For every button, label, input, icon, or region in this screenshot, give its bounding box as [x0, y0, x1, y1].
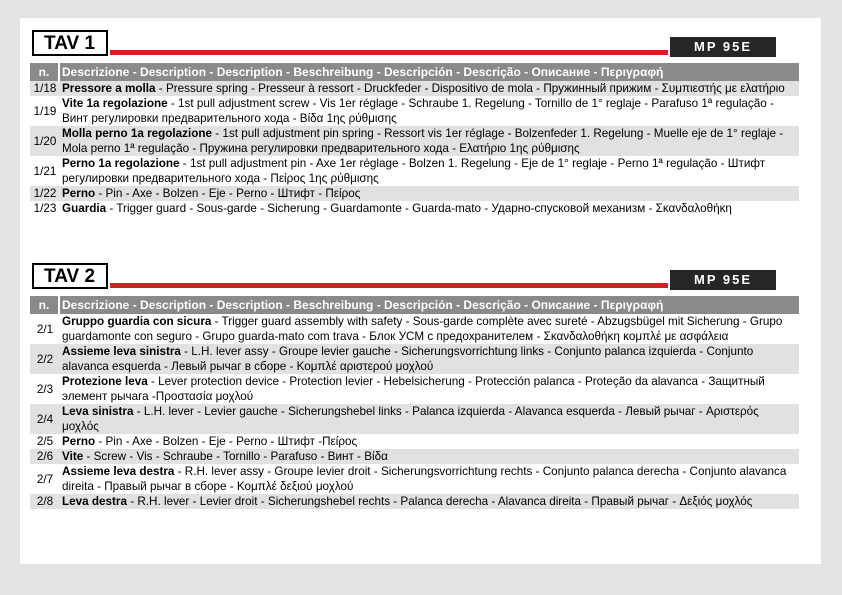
red-divider [110, 50, 668, 55]
table-tav2 [30, 263, 799, 509]
column-header-description: Descrizione - Description - Description - Beschreibung - Descripción - Descrição - Описание - Περιγραφή [62, 298, 664, 312]
part-number: 2/1 [36, 322, 54, 336]
part-number: 1/19 [33, 104, 57, 118]
part-name-it: Perno [62, 187, 96, 200]
part-name-it: Assieme leva destra [62, 465, 175, 478]
part-description [60, 374, 799, 404]
part-name-it: Pressore a molla [62, 82, 156, 95]
table-row [30, 126, 799, 156]
part-description [60, 156, 799, 186]
column-header-description: Descrizione - Description - Description - Beschreibung - Descripción - Descrição - Описание - Περιγραφή [62, 65, 664, 79]
part-name-it: Vite 1a regolazione [62, 97, 168, 110]
column-header [30, 63, 799, 81]
part-description [60, 126, 799, 156]
part-number: 1/23 [33, 202, 57, 215]
table-row [30, 201, 799, 216]
part-translations: - 1st pull adjustment screw - Vis 1er réglage - Schraube 1. Regelung - Tornillo de 1° reglaje - Parafuso 1ª regulação - Винт регулировки предварительного хода - Βίδα 1ης ρύθμισης [62, 97, 774, 125]
part-description [60, 464, 799, 494]
part-description [60, 494, 799, 509]
part-name-it: Guardia [62, 202, 107, 215]
part-name-it: Leva destra [62, 495, 127, 508]
table-row [30, 434, 799, 449]
table-row [30, 494, 799, 509]
part-translations: - Lever protection device - Protection levier - Hebelsicherung - Protección palanca - Proteção da alavanca - Защитный элемент рычага -Προστασία μοχλού [62, 375, 765, 403]
part-translations: - L.H. lever - Levier gauche - Sicherungshebel links - Palanca izquierda - Alavanca esquerda - Левый рычаг - Αριστερός μοχλός [62, 405, 759, 433]
part-translations: - Trigger guard - Sous-garde - Sicherung - Guardamonte - Guarda-mato - Ударно-спусковой механизм - Σκανδαλοθήκη [106, 202, 732, 215]
part-translations: - Trigger guard assembly with safety - Sous-garde complète avec sureté - Abzugsbügel mit Sicherung - Grupo guardamonte con seguro - Grupo guarda-mato com trava - Блок УСМ с предохранителем - Σκανδαλοθήκη κομπλέ με ασφάλεια [62, 315, 783, 343]
part-name-it: Leva sinistra [62, 405, 134, 418]
table-title: TAV 1 [32, 30, 108, 56]
model-badge: MP 95E [670, 37, 776, 57]
table-row [30, 344, 799, 374]
part-translations: - Pin - Axe - Bolzen - Eje - Perno - Штифт - Πείρος [95, 187, 361, 200]
column-header-number: n. [30, 296, 60, 314]
part-translations: - Pressure spring - Presseur à ressort - Druckfeder - Dispositivo de mola - Пружинный прижим - Συμπιεστής με ελατήριο [155, 82, 785, 95]
part-description [60, 434, 799, 449]
table-header-bar [30, 30, 799, 62]
part-name-it: Perno 1a regolazione [62, 157, 180, 170]
part-number: 1/22 [33, 187, 57, 200]
part-number: 2/8 [36, 495, 54, 508]
table-header-bar [30, 263, 799, 295]
part-number: 2/5 [36, 435, 54, 448]
part-translations: - 1st pull adjustment pin - Axe 1er réglage - Bolzen 1. Regelung - Eje de 1° reglaje - Perno 1ª regulação - Штифт регулировки предварительного хода - Πείρος 1ης ρύθμισης [62, 157, 766, 185]
document-page [20, 18, 821, 564]
part-name-it: Gruppo guardia con sicura [62, 315, 212, 328]
table-body [30, 81, 799, 216]
part-name-it: Vite [62, 450, 84, 463]
part-translations: - R.H. lever assy - Groupe levier droit - Sicherungsvorrichtung rechts - Conjunto palanca derecha - Conjunto alavanca direita - Правый рычаг в сборе - Κομπλέ δεξιού μοχλού [62, 465, 787, 493]
part-number: 1/18 [33, 82, 57, 95]
red-divider [110, 283, 668, 288]
table-row [30, 449, 799, 464]
table-row [30, 96, 799, 126]
column-header-number: n. [30, 63, 60, 81]
part-number: 2/7 [36, 472, 54, 486]
table-body [30, 314, 799, 509]
part-number: 2/2 [36, 352, 54, 366]
part-description [60, 201, 799, 216]
part-name-it: Perno [62, 435, 96, 448]
part-name-it: Molla perno 1a regolazione [62, 127, 213, 140]
model-badge: MP 95E [670, 270, 776, 290]
table-row [30, 81, 799, 96]
part-number: 2/6 [36, 450, 54, 463]
part-name-it: Protezione leva [62, 375, 148, 388]
table-title: TAV 2 [32, 263, 108, 289]
table-row [30, 404, 799, 434]
table-row [30, 314, 799, 344]
part-description [60, 186, 799, 201]
part-description [60, 344, 799, 374]
part-description [60, 314, 799, 344]
table-row [30, 186, 799, 201]
table-row [30, 464, 799, 494]
part-number: 2/3 [36, 382, 54, 396]
part-translations: - 1st pull adjustment pin spring - Ressort vis 1er réglage - Bolzenfeder 1. Regelung - Muelle eje de 1° reglaje - Mola perno 1ª regulação - Пружина регулировки предварительного хода - Ελατήριο 1ης ρύθμισης [62, 127, 784, 155]
part-number: 1/21 [33, 164, 57, 178]
part-description [60, 96, 799, 126]
table-row [30, 156, 799, 186]
part-translations: - Pin - Axe - Bolzen - Eje - Perno - Штифт -Πείρος [95, 435, 358, 448]
part-number: 2/4 [36, 412, 54, 426]
part-number: 1/20 [33, 134, 57, 148]
part-translations: - L.H. lever assy - Groupe levier gauche - Sicherungsvorrichtung links - Conjunto palanca izquierda - Conjunto alavanca esquerda - Левый рычаг в сборе - Κομπλέ αριστερού μοχλού [62, 345, 754, 373]
part-translations: - R.H. lever - Levier droit - Sicherungshebel rechts - Palanca derecha - Alavanca direita - Правый рычаг - Δεξιός μοχλός [126, 495, 753, 508]
part-name-it: Assieme leva sinistra [62, 345, 181, 358]
part-description [60, 449, 799, 464]
table-tav1 [30, 30, 799, 216]
table-row [30, 374, 799, 404]
part-description [60, 81, 799, 96]
column-header [30, 296, 799, 314]
part-description [60, 404, 799, 434]
part-translations: - Screw - Vis - Schraube - Tornillo - Parafuso - Винт - Βίδα [83, 450, 388, 463]
